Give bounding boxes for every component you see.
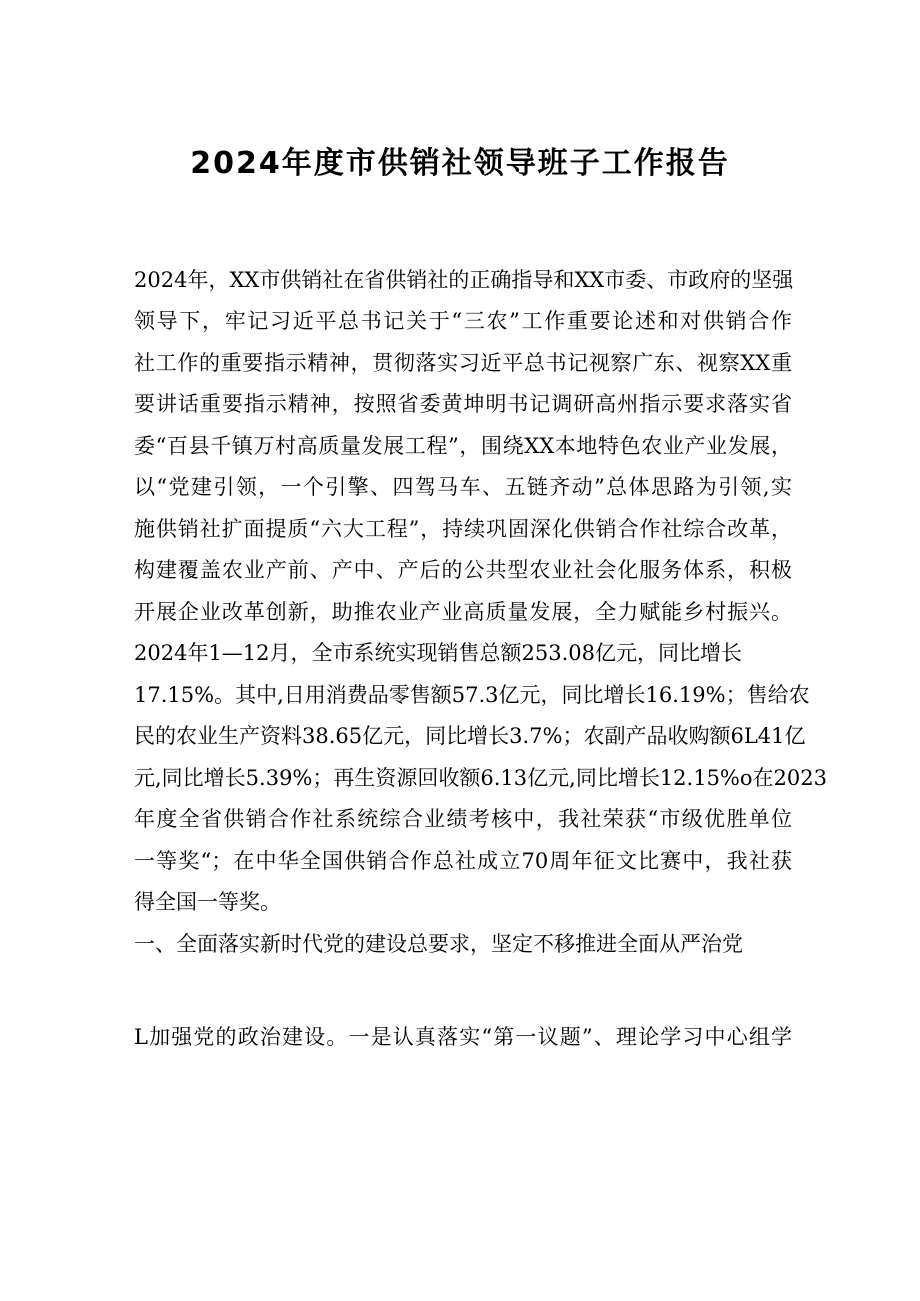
section-heading: 一、全面落实新时代党的建设总要求，坚定不移推进全面从严治党 <box>134 932 743 956</box>
paragraph-line: L加强党的政治建设。一是认真落实“第一议题”、理论学习中心组学 <box>134 1025 792 1049</box>
paragraph-line: 2024年，XX市供销社在省供销社的正确指导和XX市委、市政府的坚强 <box>134 268 794 292</box>
paragraph-line: 构建覆盖农业产前、产中、产后的公共型农业社会化服务体系，积极 <box>134 558 792 582</box>
paragraph-line: 得全国一等奖。 <box>134 890 281 914</box>
paragraph-line: 一等奖“；在中华全国供销合作总社成立70周年征文比赛中，我社获 <box>134 849 792 873</box>
paragraph-line: 社工作的重要指示精神，贯彻落实习近平总书记视察广东、视察XX重 <box>134 351 792 375</box>
paragraph-line: 要讲话重要指示精神，按照省委黄坤明书记调研高州指示要求落实省 <box>134 392 792 416</box>
paragraph-line: 开展企业改革创新，助推农业产业高质量发展，全力赋能乡村振兴。 <box>134 600 792 624</box>
paragraph-line: 年度全省供销合作社系统综合业绩考核中，我社荣获“市级优胜单位 <box>134 807 792 831</box>
paragraph-line: 2024年1—12月，全市系统实现销售总额253.08亿元，同比增长 <box>134 641 743 665</box>
paragraph-line: 施供销社扩面提质“六大工程”，持续巩固深化供销合作社综合改革， <box>134 517 792 541</box>
paragraph-line: 元,同比增长5.39%；再生资源回收额6.13亿元,同比增长12.15%o在2023 <box>134 766 827 790</box>
paragraph-line: 委“百县千镇万村高质量发展工程”，围绕XX本地特色农业产业发展， <box>134 434 792 458</box>
paragraph-line: 以“党建引领，一个引擎、四驾马车、五链齐动”总体思路为引领,实 <box>134 475 792 499</box>
paragraph-line: 民的农业生产资料38.65亿元，同比增长3.7%；农副产品收购额6L41亿 <box>134 724 806 748</box>
paragraph-line: 17.15%。其中,日用消费品零售额57.3亿元，同比增长16.19%；售给农 <box>134 683 810 707</box>
paragraph-line: 领导下，牢记习近平总书记关于“三农”工作重要论述和对供销合作 <box>134 309 792 333</box>
document-title: 2024年度市供销社领导班子工作报告 <box>190 146 730 181</box>
